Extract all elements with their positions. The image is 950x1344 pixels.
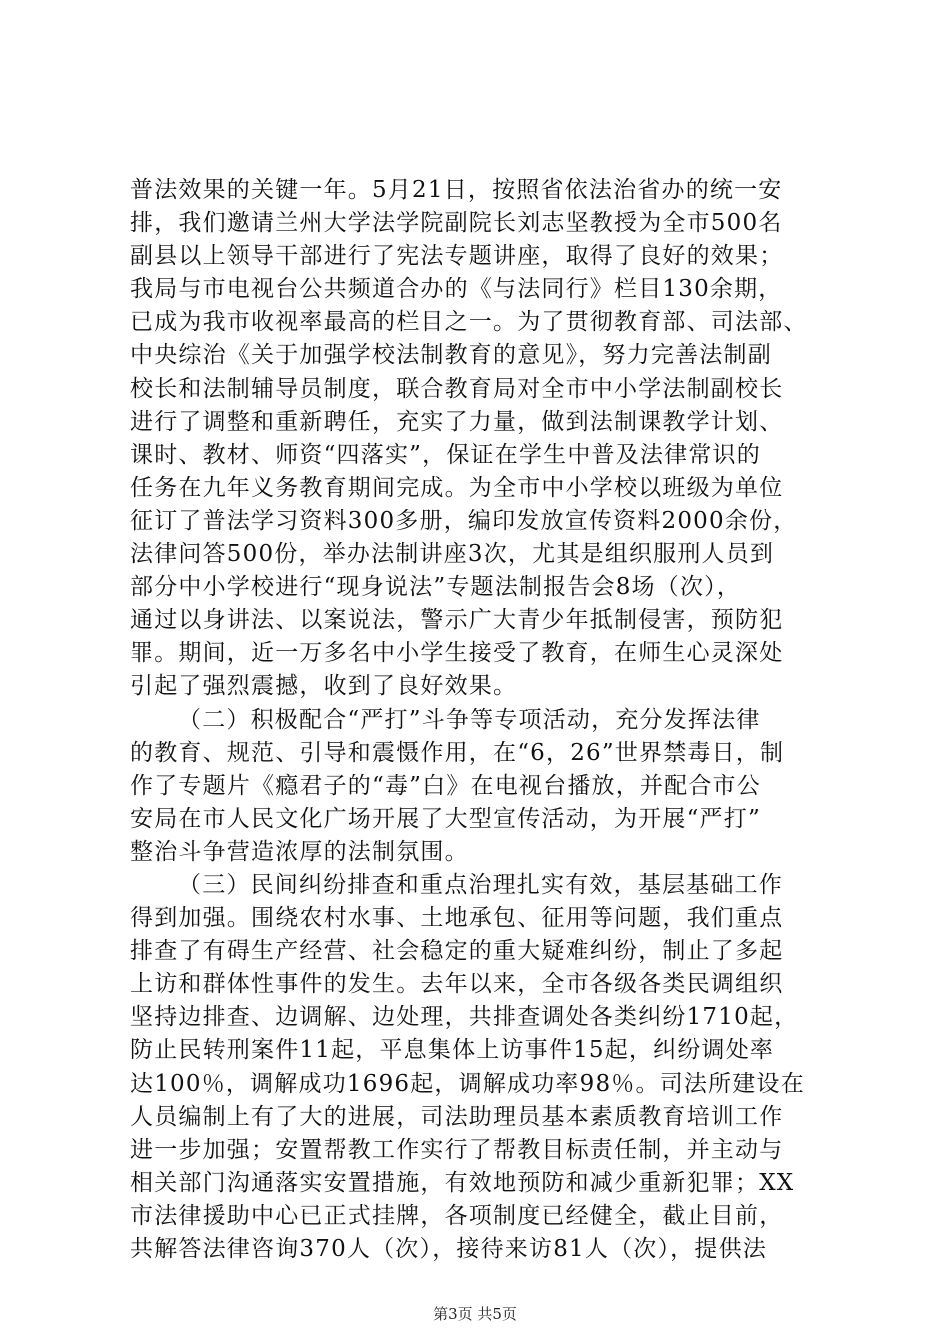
text-line: 校长和法制辅导员制度，联合教育局对全市中小学法制副校长 [130, 375, 784, 402]
text-line: 进一步加强；安置帮教工作实行了帮教目标责任制，并主动与 [130, 1136, 784, 1163]
text-line: 得到加强。围绕农村水事、土地承包、征用等问题，我们重点 [130, 905, 784, 932]
text-line: 人员编制上有了大的进展，司法助理员基本素质教育培训工作 [130, 1103, 784, 1130]
text-line: 相关部门沟通落实安置措施，有效地预防和减少重新犯罪；XX [130, 1169, 795, 1196]
text-line: 通过以身讲法、以案说法，警示广大青少年抵制侵害，预防犯 [130, 607, 784, 634]
text-line: 课时、教材、师资“四落实”，保证在学生中普及法律常识的 [130, 441, 761, 468]
text-line: 普法效果的关键一年。5月21日，按照省依法治省办的统一安 [130, 177, 783, 203]
text-line: 整治斗争营造浓厚的法制氛围。 [130, 838, 469, 865]
text-line: 副县以上领导干部进行了宪法专题讲座，取得了良好的效果； [130, 243, 784, 270]
paragraph-heading-line: （二）积极配合“严打”斗争等专项活动，充分发挥法律 [178, 706, 761, 733]
text-line: 坚持边排查、边调解、边处理，共排查调处各类纠纷1710起， [130, 1004, 799, 1031]
text-line: 中央综治《关于加强学校法制教育的意见》，努力完善法制副 [130, 342, 772, 369]
text-line: 征订了普法学习资料300多册，编印发放宣传资料2000余份， [130, 507, 798, 534]
text-line: 引起了强烈震撼，收到了良好效果。 [130, 673, 518, 700]
text-line: 我局与市电视台公共频道合办的《与法同行》栏目130余期， [130, 276, 783, 303]
paragraph-heading-line: （三）民间纠纷排查和重点治理扎实有效，基层基础工作 [178, 871, 783, 898]
text-line: 排，我们邀请兰州大学法学院副院长刘志坚教授为全市500名 [130, 210, 783, 237]
document-body [130, 174, 830, 1266]
text-line: 达100％，调解成功1696起，调解成功率98％。司法所建设在 [130, 1070, 805, 1097]
text-line: 上访和群体性事件的发生。去年以来，全市各级各类民调组织 [130, 971, 784, 998]
text-line: 任务在九年义务教育期间完成。为全市中小学校以班级为单位 [130, 474, 784, 501]
text-line: 市法律援助中心已正式挂牌，各项制度已经健全，截止目前， [130, 1202, 784, 1229]
text-line: 排查了有碍生产经营、社会稳定的重大疑难纠纷，制止了多起 [130, 938, 784, 965]
text-line: 法律问答500份，举办法制讲座3次，尤其是组织服刑人员到 [130, 541, 775, 568]
text-line: 防止民转刑案件11起，平息集体上访事件15起，纠纷调处率 [130, 1037, 775, 1064]
text-line: 作了专题片《瘾君子的“毒”白》在电视台播放，并配合市公 [130, 772, 761, 799]
text-line: 部分中小学校进行“现身说法”专题法制报告会8场（次）， [130, 574, 742, 601]
text-line: 已成为我市收视率最高的栏目之一。为了贯彻教育部、司法部、 [130, 309, 808, 336]
text-line: 进行了调整和重新聘任，充实了力量，做到法制课教学计划、 [130, 408, 784, 435]
text-line: 罪。期间，近一万多名中小学生接受了教育，在师生心灵深处 [130, 640, 784, 667]
text-line: 共解答法律咨询370人（次），接待来访81人（次），提供法 [130, 1236, 767, 1262]
text-line: 安局在市人民文化广场开展了大型宣传活动，为开展“严打” [130, 805, 761, 832]
text-line: 的教育、规范、引导和震慑作用，在“6，26”世界禁毒日，制 [130, 739, 785, 766]
page-number-footer: 第3页 共5页 [433, 1305, 517, 1323]
